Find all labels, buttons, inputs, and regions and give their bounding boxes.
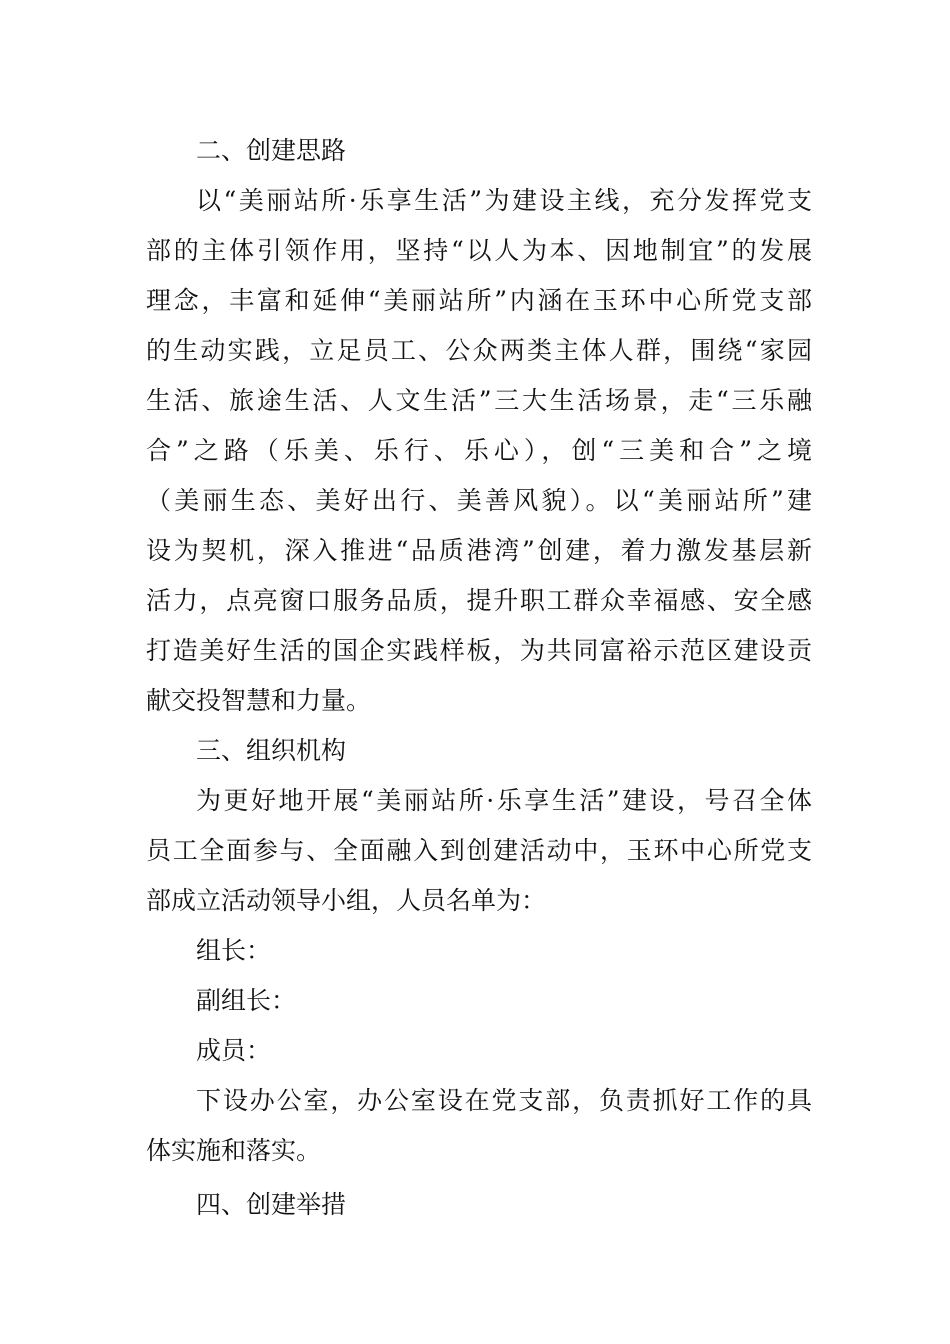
paragraph-line: 理念，丰富和延伸“美丽站所”内涵在玉环中心所党支部	[146, 286, 812, 315]
paragraph-line: 的生动实践，立足员工、公众两类主体人群，围绕“家园	[146, 336, 812, 365]
deputy-leader-label: 副组长：	[196, 986, 297, 1015]
paragraph-line: 以“美丽站所·乐享生活”为建设主线，充分发挥党支	[196, 186, 812, 215]
paragraph-line: 生活、旅途生活、人文生活”三大生活场景，走“三乐融	[146, 386, 812, 415]
paragraph-line: 合”之路（乐美、乐行、乐心），创“三美和合”之境	[146, 436, 812, 465]
leader-label: 组长：	[196, 936, 272, 965]
section-heading-measures: 四、创建举措	[196, 1190, 347, 1219]
paragraph-line: 打造美好生活的国企实践样板，为共同富裕示范区建设贡	[146, 636, 812, 665]
paragraph-line: 设为契机，深入推进“品质港湾”创建，着力激发基层新	[146, 536, 812, 565]
paragraph-office	[146, 1076, 812, 1176]
paragraph-line: 部的主体引领作用，坚持“以人为本、因地制宜”的发展	[146, 236, 812, 265]
paragraph-line: 为更好地开展“美丽站所·乐享生活”建设，号召全体	[196, 786, 812, 815]
section-heading-organization: 三、组织机构	[196, 736, 347, 765]
document-page	[146, 126, 812, 1230]
section-heading-ideas: 二、创建思路	[196, 136, 347, 165]
paragraph-ideas	[146, 176, 812, 726]
members-label: 成员：	[196, 1036, 272, 1065]
paragraph-line: 下设办公室，办公室设在党支部，负责抓好工作的具	[196, 1086, 812, 1115]
paragraph-organization	[146, 776, 812, 926]
paragraph-line: 体实施和落实。	[146, 1136, 322, 1165]
paragraph-line: 员工全面参与、全面融入到创建活动中，玉环中心所党支	[146, 836, 812, 865]
paragraph-line: （美丽生态、美好出行、美善风貌）。以“美丽站所”建	[146, 486, 812, 515]
paragraph-line: 部成立活动领导小组，人员名单为：	[146, 886, 547, 915]
paragraph-line: 活力，点亮窗口服务品质，提升职工群众幸福感、安全感	[146, 586, 812, 615]
paragraph-line: 献交投智慧和力量。	[146, 686, 372, 715]
